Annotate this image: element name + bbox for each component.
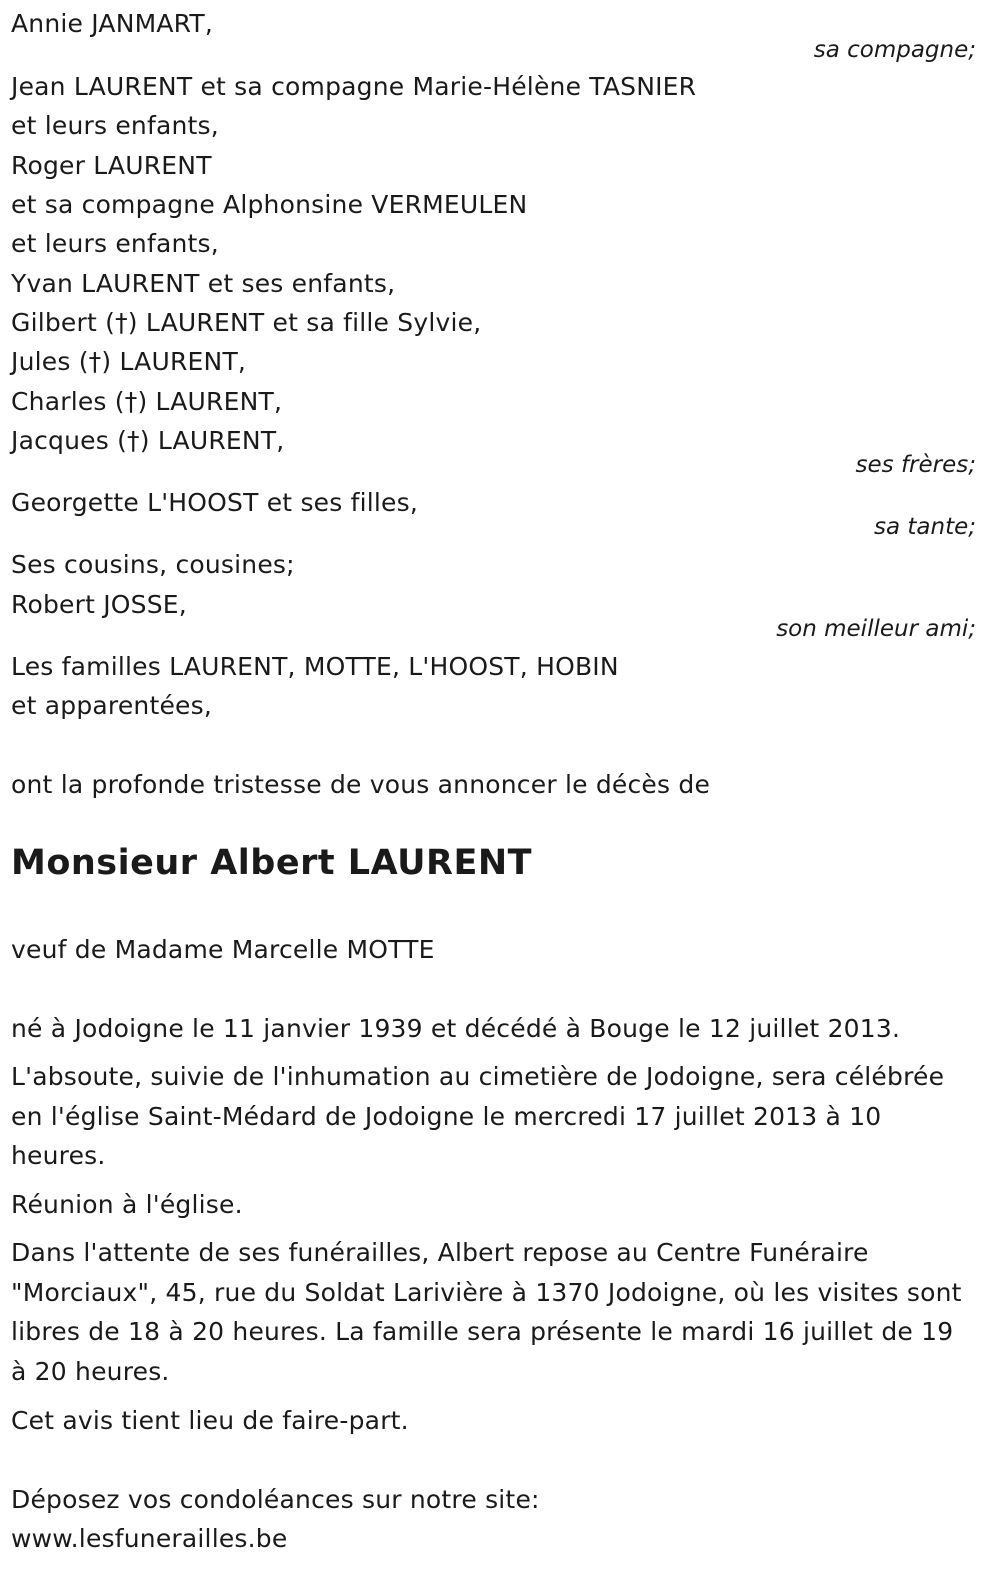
sibling-line: et leurs enfants, [11,229,219,258]
families-line: et apparentées, [11,691,212,720]
sibling-line: Gilbert (†) LAURENT et sa fille Sylvie, [11,308,482,337]
meeting-line: Réunion à l'église. [11,1190,243,1219]
aunt-name: Georgette L'HOOST et ses filles, [11,488,419,517]
birth-death-line: né à Jodoigne le 11 janvier 1939 et décédé à Bouge le 12 juillet 2013. [11,1014,901,1043]
deceased-name: Monsieur Albert LAURENT [11,843,533,883]
friend-name: Robert JOSSE, [11,590,187,619]
siblings-role: ses frères; [855,452,976,478]
companion-role: sa compagne; [813,37,976,63]
aunt-role: sa tante; [874,514,976,540]
widower-line: veuf de Madame Marcelle MOTTE [11,935,435,964]
visitation-paragraph: Dans l'attente de ses funérailles, Albert repose au Centre Funéraire "Morciaux", 45, rue du Soldat Larivière à 1370 Jodoigne, où les visites sont libres de 18 à 20 heures. La famille sera présente le mardi 16 juillet de 19 à 20 heures. [11,1238,962,1386]
announcement-text: ont la profonde tristesse de vous annoncer le décès de [11,770,711,799]
sibling-line: Jean LAURENT et sa compagne Marie-Hélène TASNIER [11,72,697,101]
sibling-line: Jules (†) LAURENT, [11,347,247,376]
cousins-line: Ses cousins, cousines; [11,550,295,579]
sibling-line: Jacques (†) LAURENT, [11,426,285,455]
sibling-line: Yvan LAURENT et ses enfants, [11,269,396,298]
sibling-line: et leurs enfants, [11,111,219,140]
condolences-text: Déposez vos condoléances sur notre site: [11,1485,540,1514]
sibling-line: et sa compagne Alphonsine VERMEULEN [11,190,528,219]
families-line: Les familles LAURENT, MOTTE, L'HOOST, HOBIN [11,652,619,681]
website-link[interactable]: www.lesfunerailles.be [11,1524,288,1553]
notice-line: Cet avis tient lieu de faire-part. [11,1406,409,1435]
sibling-line: Charles (†) LAURENT, [11,387,283,416]
friend-role: son meilleur ami; [776,616,976,642]
companion-name: Annie JANMART, [11,9,214,38]
sibling-line: Roger LAURENT [11,151,212,180]
ceremony-paragraph: L'absoute, suivie de l'inhumation au cimetière de Jodoigne, sera célébrée en l'église Saint-Médard de Jodoigne le mercredi 17 juillet 2013 à 10 heures. [11,1062,945,1170]
